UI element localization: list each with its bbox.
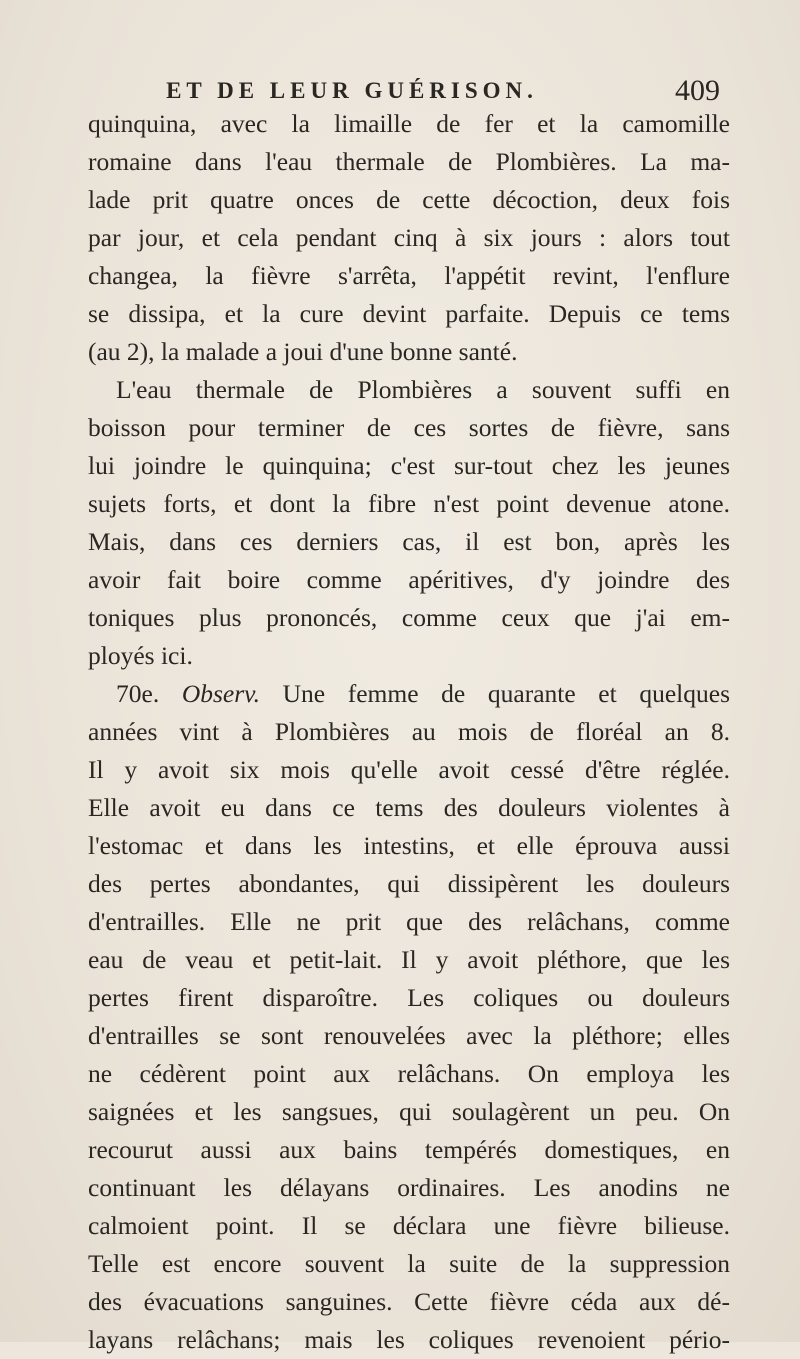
text-line: d'entrailles. Elle ne prit que des relâchans, comme — [88, 907, 730, 936]
text-line: Elle avoit eu dans ce tems des douleurs violentes à — [88, 793, 730, 822]
running-head: ET DE LEUR GUÉRISON. — [166, 78, 538, 103]
text-line: quinquina, avec la limaille de fer et la camomille — [88, 109, 730, 138]
text-line: Mais, dans ces derniers cas, il est bon, après les — [88, 527, 730, 556]
text-body — [88, 105, 730, 1359]
text-line: lui joindre le quinquina; c'est sur-tout chez les jeunes — [88, 451, 730, 480]
text-line: recourut aussi aux bains tempérés domestiques, en — [88, 1135, 730, 1164]
text-line: se dissipa, et la cure devint parfaite. Depuis ce tems — [88, 299, 730, 328]
text-line: d'entrailles se sont renouvelées avec la pléthore; elles — [88, 1021, 730, 1050]
observation-first-line: Une femme de quarante et quelques — [282, 679, 730, 708]
observation-label: Observ. — [181, 679, 260, 708]
observation-number: 70e. — [116, 679, 160, 708]
text-line: eau de veau et petit-lait. Il y avoit pléthore, que les — [88, 945, 730, 974]
text-line: avoir fait boire comme apéritives, d'y joindre des — [88, 565, 730, 594]
text-line: boisson pour terminer de ces sortes de fièvre, sans — [88, 413, 730, 442]
text-line: L'eau thermale de Plombières a souvent suffi en — [116, 375, 730, 404]
text-line: saignées et les sangsues, qui soulagèrent un peu. On — [88, 1097, 730, 1126]
text-line: Il y avoit six mois qu'elle avoit cessé d'être réglée. — [88, 755, 730, 784]
text-line: layans relâchans; mais les coliques revenoient pério- — [88, 1325, 730, 1354]
text-line: l'estomac et dans les intestins, et elle éprouva aussi — [88, 831, 730, 860]
text-line: continuant les délayans ordinaires. Les anodins ne — [88, 1173, 730, 1202]
text-line: des pertes abondantes, qui dissipèrent les douleurs — [88, 869, 730, 898]
text-line: des évacuations sanguines. Cette fièvre céda aux dé- — [88, 1287, 730, 1316]
text-line: changea, la fièvre s'arrêta, l'appétit revint, l'enflure — [88, 261, 730, 290]
text-line: Telle est encore souvent la suite de la suppression — [88, 1249, 730, 1278]
text-line: par jour, et cela pendant cinq à six jours : alors tout — [88, 223, 730, 252]
text-line: pertes firent disparoître. Les coliques ou douleurs — [88, 983, 730, 1012]
text-line: ne cédèrent point aux relâchans. On employa les — [88, 1059, 730, 1088]
text-line: toniques plus prononcés, comme ceux que j'ai em- — [88, 603, 730, 632]
text-line: années vint à Plombières au mois de floréal an 8. — [88, 717, 730, 746]
text-line: ployés ici. — [88, 641, 193, 670]
text-line: romaine dans l'eau thermale de Plombières. La ma- — [88, 147, 730, 176]
text-line: lade prit quatre onces de cette décoction, deux fois — [88, 185, 730, 214]
observation-heading-line — [88, 675, 730, 713]
text-line: (au 2), la malade a joui d'une bonne santé. — [88, 337, 518, 366]
page-number: 409 — [675, 74, 720, 107]
text-line: calmoient point. Il se déclara une fièvre bilieuse. — [88, 1211, 730, 1240]
text-line: sujets forts, et dont la fibre n'est point devenue atone. — [88, 489, 730, 518]
